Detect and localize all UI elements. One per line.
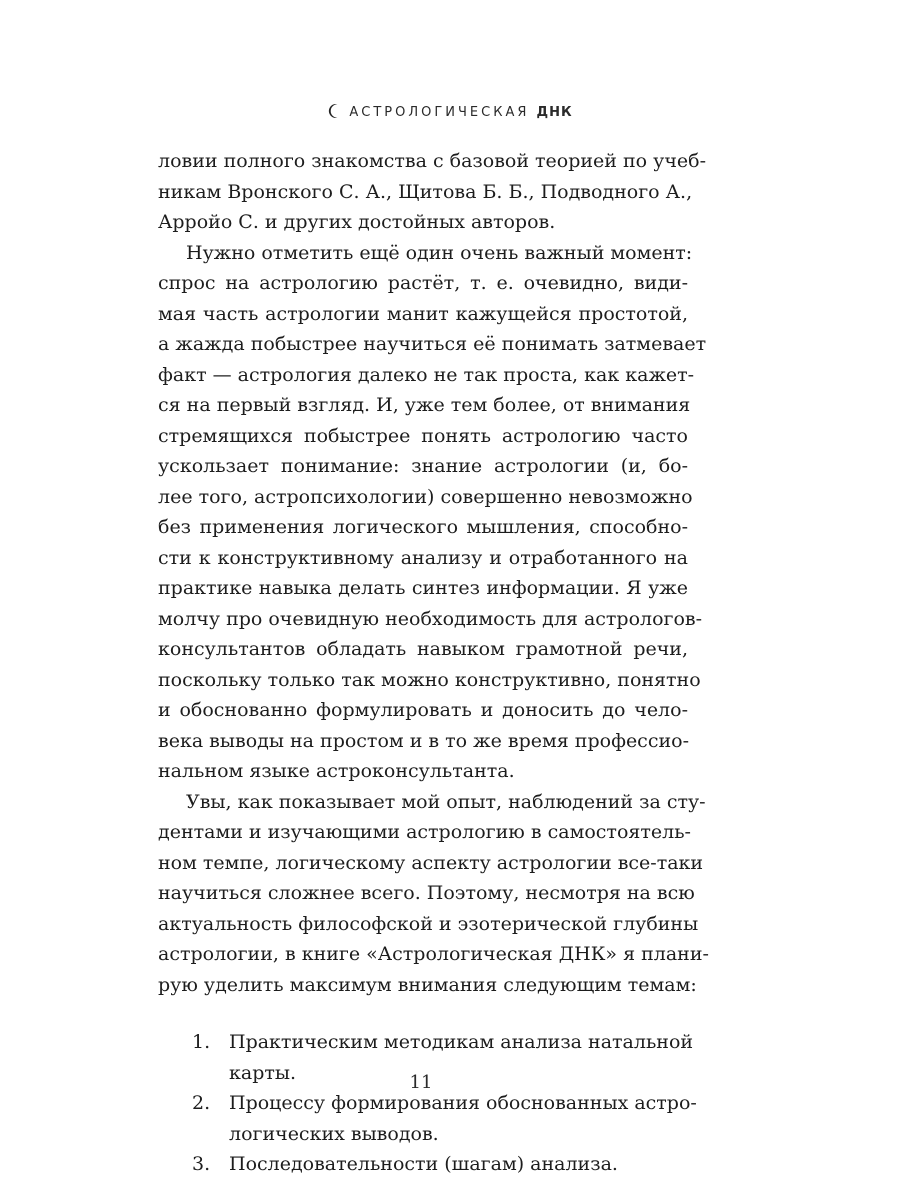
- list-item-line: карты.: [229, 1061, 297, 1084]
- list-item-line: логических выводов.: [229, 1122, 439, 1145]
- body-text: [158, 146, 709, 1180]
- text-line: консультантов обладать навыком грамотной речи,: [158, 638, 688, 660]
- text-line: ном темпе, логическому аспекту астрологии все-таки: [158, 851, 704, 874]
- text-line: Увы, как показывает мой опыт, наблюдений за сту-: [186, 790, 706, 813]
- text-line: никам Вронского С. А., Щитова Б. Б., Подводного А.,: [158, 180, 693, 203]
- paragraph-1: [158, 146, 706, 238]
- text-line: нальном языке астроконсультанта.: [158, 760, 515, 782]
- text-line: дентами и изучающими астрологию в самостоятель-: [158, 821, 691, 843]
- list-item: [158, 1149, 688, 1180]
- text-line: научиться сложнее всего. Поэтому, несмотря на всю: [158, 882, 695, 904]
- list-item-line: Практическим методикам анализа натальной: [229, 1031, 694, 1053]
- text-line: астрологии, в книге «Астрологическая ДНК» я плани-: [158, 943, 709, 965]
- numbered-list: [158, 1027, 697, 1180]
- text-line: лее того, астропсихологии) совершенно невозможно: [158, 485, 693, 508]
- text-line: рую уделить максимум внимания следующим темам:: [158, 973, 697, 996]
- text-line: а жажда побыстрее научиться её понимать затмевает: [158, 333, 707, 355]
- text-line: спрос на астрологию растёт, т. е. очевидно, види-: [158, 272, 688, 294]
- text-line: ся на первый взгляд. И, уже тем более, от внимания: [158, 394, 691, 416]
- text-line: Нужно отметить ещё один очень важный момент:: [186, 241, 693, 264]
- text-line: сти к конструктивному анализу и отработанного на: [158, 546, 688, 569]
- text-line: ускользает понимание: знание астрологии (и, бо-: [158, 455, 688, 477]
- list-item-line: Процессу формирования обоснованных астро-: [229, 1092, 697, 1114]
- running-head-title: АСТРОЛОГИЧЕСКАЯ: [349, 105, 530, 120]
- text-line: практике навыка делать синтез информации. Я уже: [158, 577, 688, 599]
- paragraph-2: [158, 238, 707, 787]
- text-line: молчу про очевидную необходимость для астрологов-: [158, 607, 703, 630]
- list-item-number: 3.: [192, 1153, 211, 1175]
- list-item: [158, 1088, 697, 1149]
- list-item-line: Последовательности (шагам) анализа.: [229, 1153, 618, 1175]
- list-item-number: 1.: [192, 1031, 211, 1053]
- running-head-dnk: ДНК: [536, 105, 573, 120]
- page-number: 11: [409, 1072, 433, 1093]
- text-line: факт — астрология далеко не так проста, как кажет-: [158, 363, 695, 386]
- text-line: без применения логического мышления, способно-: [158, 516, 688, 538]
- running-head: [0, 103, 900, 120]
- text-line: Арройо С. и других достойных авторов.: [158, 211, 556, 233]
- paragraph-3: [158, 787, 709, 1001]
- text-line: мая часть астрологии манит кажущейся простотой,: [158, 302, 688, 325]
- text-line: ловии полного знакомства с базовой теорией по учеб-: [158, 150, 706, 172]
- list-item-number: 2.: [192, 1092, 211, 1114]
- text-line: века выводы на простом и в то же время профессио-: [158, 729, 689, 752]
- crescent-moon-icon: [327, 103, 343, 119]
- text-line: стремящихся побыстрее понять астрологию часто: [158, 424, 688, 447]
- text-line: поскольку только так можно конструктивно, понятно: [158, 668, 701, 691]
- text-line: и обоснованно формулировать и доносить до чело-: [158, 699, 688, 721]
- text-line: актуальность философской и эзотерической глубины: [158, 912, 699, 935]
